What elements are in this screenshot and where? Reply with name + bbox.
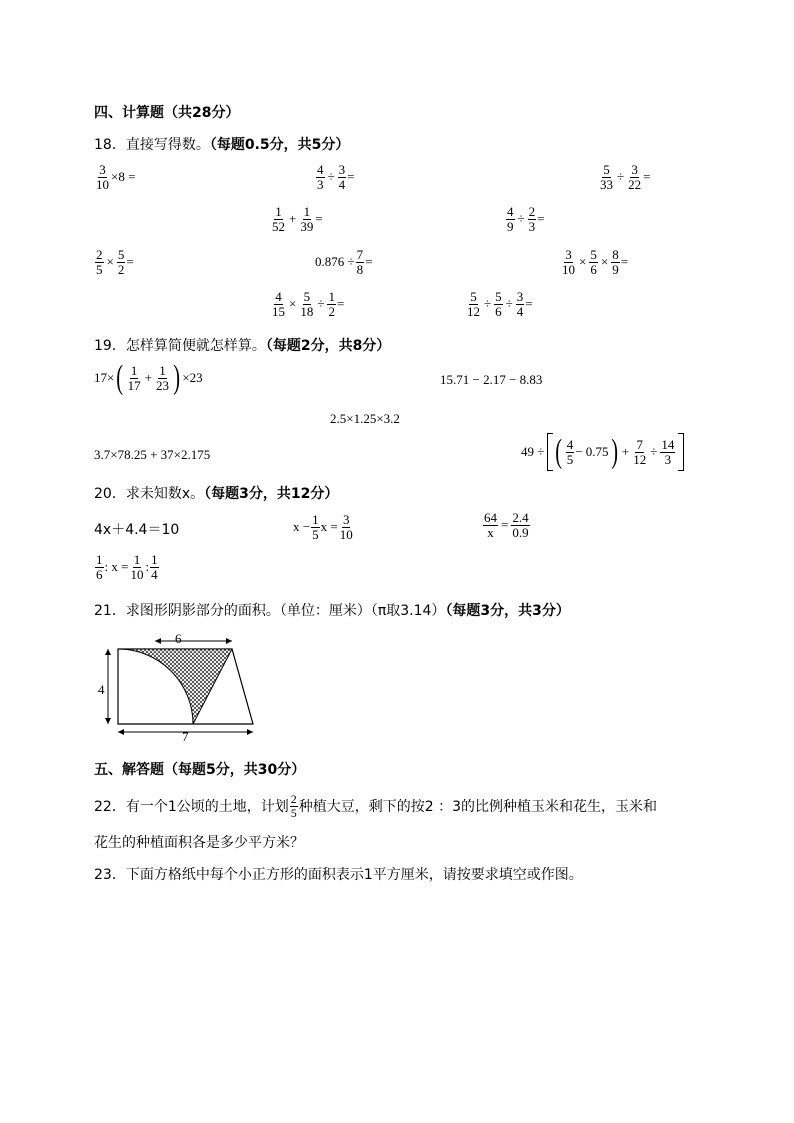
q19-item-d: 3.7×78.25 + 37×2.175 <box>94 447 211 462</box>
q20-item-b: x − $\frac{1}{5}$ x = $\frac{3}{10}$ <box>293 512 353 542</box>
q20-item-d: $\frac{1}{6}$ : x = $\frac{1}{10}$ : $\frac{1}{4}$ <box>96 552 158 582</box>
q18-item-d: $\frac{1}{52}$ + $\frac{1}{39}$ = <box>272 204 323 234</box>
q18-item-f: $\frac{2}{5}$ × $\frac{5}{2}$ = <box>96 247 134 277</box>
q18-item-a: $\frac{3}{10}$ ×8 = <box>96 162 136 192</box>
q20-text: 求未知数x。 <box>125 486 205 502</box>
q21-score: （每题3分，共3分） <box>445 603 570 619</box>
q18-number: 18． <box>94 137 126 153</box>
q18-item-i: $\frac{4}{15}$ × $\frac{5}{18}$ ÷ $\frac{1}{2}$ = <box>272 289 345 319</box>
q18-item-c: $\frac{5}{33}$ ÷ $\frac{3}{22}$ = <box>600 162 651 192</box>
q23-text: 23．下面方格纸中每个小正方形的面积表示1平方厘米，请按要求填空或作图。 <box>94 867 583 883</box>
left-label: 4 <box>98 682 105 697</box>
q18-item-h: $\frac{3}{10}$ × $\frac{5}{6}$ × $\frac{8}{9}$ = <box>562 247 629 277</box>
q18-score: （每题0.5分，共5分） <box>209 137 350 153</box>
q21-heading <box>94 600 570 620</box>
top-label: 6 <box>175 631 182 646</box>
section4-title: 四、计算题（共28分） <box>94 105 240 121</box>
section5-title: 五、解答题（每题5分，共30分） <box>94 762 306 778</box>
q19-heading <box>94 335 390 355</box>
q21-figure <box>95 628 265 743</box>
q20-number: 20． <box>94 486 126 502</box>
q18-heading <box>94 134 349 154</box>
q18-item-g: 0.876 ÷ $\frac{7}{8}$ = <box>315 247 373 277</box>
q19-item-a: 17× ( $\frac{1}{17}$ + $\frac{1}{23}$ ) ×23 <box>94 359 203 396</box>
q18-item-e: $\frac{4}{9}$ ÷ $\frac{2}{3}$ = <box>507 204 545 234</box>
q21-number: 21． <box>94 603 126 619</box>
q22-line2: 花生的种植面积各是多少平方米？ <box>94 835 304 851</box>
q19-item-c: 2.5×1.25×3.2 <box>330 411 400 426</box>
q19-number: 19． <box>94 338 126 354</box>
q22-line1: 22．有一个1公顷的土地，计划 $\frac{2}{5}$ 种植大豆，剩下的按2 ：3的比例种植玉米和花生，玉米和 <box>94 792 657 820</box>
q19-score: （每题2分，共8分） <box>265 338 391 354</box>
q18-text: 直接写得数。 <box>125 137 210 153</box>
q20-item-a: 4x＋4.4＝10 <box>94 522 180 538</box>
bottom-label: 7 <box>182 729 189 743</box>
q20-item-c: $\frac{64}{x}$ = $\frac{2.4}{0.9}$ <box>484 510 529 540</box>
q18-item-b: $\frac{4}{3}$ ÷ $\frac{3}{4}$ = <box>317 162 355 192</box>
q19-item-e: 49 ÷ ( $\frac{4}{5}$ − 0.75 ) + $\frac{7}{12}$ ÷ $\frac{14}{3}$ <box>521 433 684 471</box>
q19-text: 怎样算简便就怎样算。 <box>125 338 266 354</box>
q19-item-b: 15.71 − 2.17 − 8.83 <box>440 372 543 387</box>
q21-text: 求图形阴影部分的面积。（单位：厘米）（π取3.14） <box>125 603 446 619</box>
q18-item-j: $\frac{5}{12}$ ÷ $\frac{5}{6}$ ÷ $\frac{3}{4}$ = <box>467 289 533 319</box>
shaded-region <box>118 649 232 724</box>
q20-heading <box>94 483 338 503</box>
q20-score: （每题3分，共12分） <box>204 486 339 502</box>
